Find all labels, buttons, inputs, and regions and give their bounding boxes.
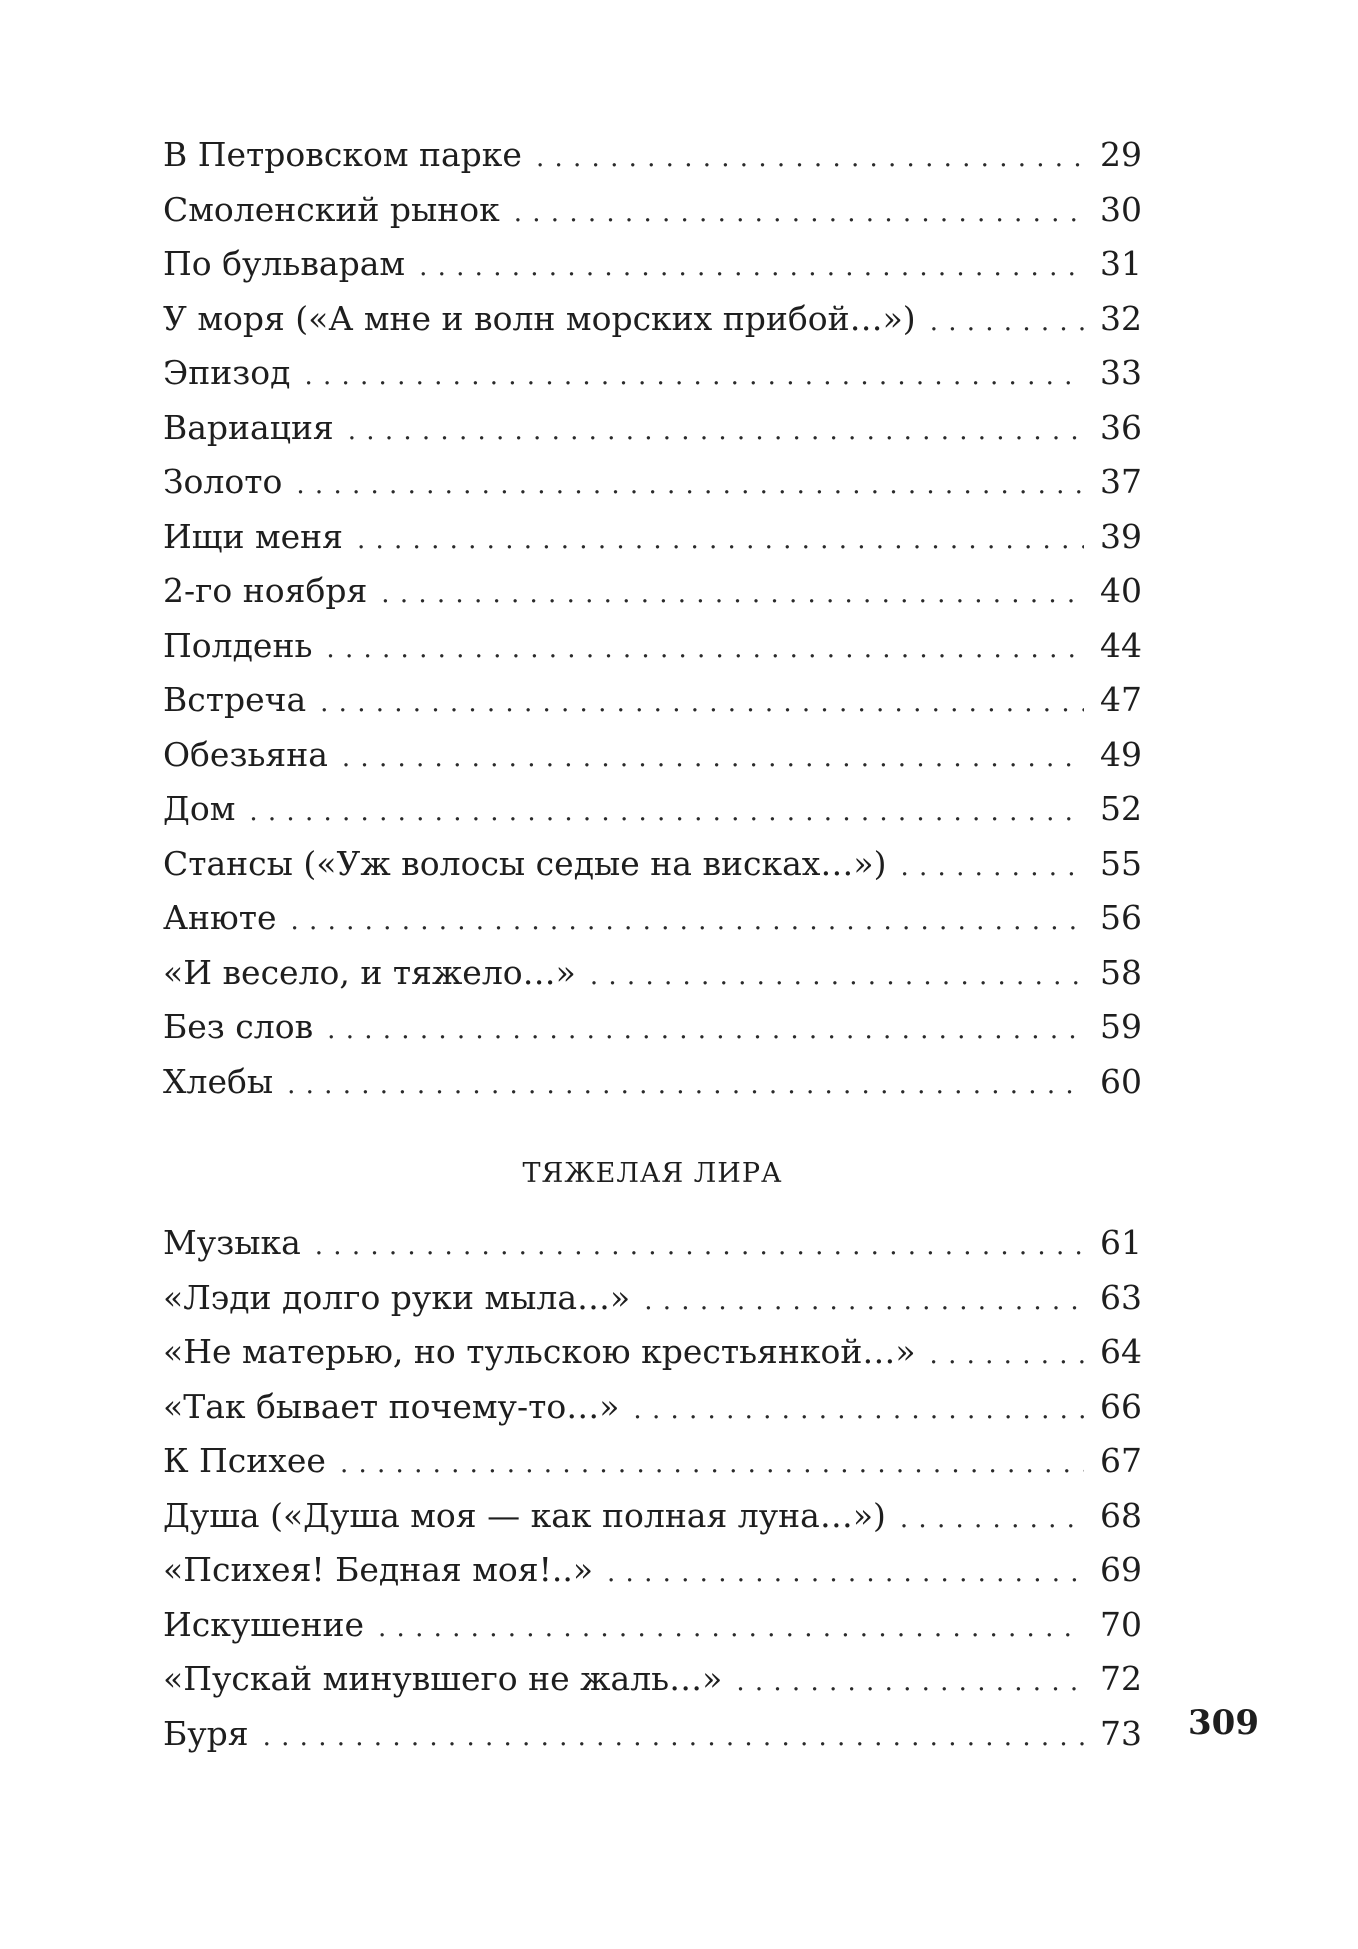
toc-entry-title: Вариация: [163, 407, 334, 447]
dot-leader: [326, 622, 1084, 677]
toc-entry-page: 37: [1100, 462, 1142, 501]
toc-entry: [163, 1055, 1142, 1110]
toc-entry-title: Музыка: [163, 1223, 301, 1262]
dot-leader: [633, 1383, 1084, 1438]
toc-entry-title: Буря: [163, 1713, 249, 1753]
toc-entry-title: «Лэди долго руки мыла…»: [163, 1277, 631, 1317]
toc-entry-title: В Петровском парке: [163, 135, 522, 174]
toc-entry: [163, 1380, 1142, 1435]
dot-leader: [736, 1655, 1084, 1710]
dot-leader: [327, 1003, 1084, 1058]
toc-entry-page: 67: [1100, 1441, 1142, 1480]
toc-entry: [163, 1543, 1142, 1598]
dot-leader: [381, 567, 1084, 622]
dot-leader: [249, 785, 1084, 840]
dot-leader: [296, 458, 1084, 513]
dot-leader: [357, 513, 1084, 568]
toc-entry-title: Анюте: [163, 898, 277, 937]
toc-entry-page: 30: [1100, 189, 1142, 229]
toc-entry-page: 56: [1100, 898, 1142, 937]
toc-entry-title: Дом: [163, 789, 236, 828]
toc-entry-title: Душа («Душа моя — как полная луна…»): [163, 1495, 886, 1535]
toc-entry: [163, 237, 1142, 292]
toc-entry: [163, 946, 1142, 1001]
toc-entry-page: 39: [1100, 516, 1142, 556]
toc-entry-page: 69: [1100, 1550, 1142, 1589]
toc-entry-page: 31: [1100, 244, 1142, 283]
toc-entry-title: По бульварам: [163, 244, 406, 283]
toc-entry-title: Полдень: [163, 625, 313, 665]
toc-entry-title: Стансы («Уж волосы седые на висках…»): [163, 843, 887, 883]
toc-entry-page: 70: [1100, 1604, 1142, 1644]
toc-entry: [163, 1000, 1142, 1055]
dot-leader: [340, 1437, 1084, 1492]
dot-leader: [291, 894, 1084, 949]
toc-entry-page: 58: [1100, 952, 1142, 992]
toc-entry-page: 72: [1100, 1659, 1142, 1698]
page-number: 309: [1188, 1703, 1259, 1743]
toc-entry: [163, 1652, 1142, 1707]
toc-entry-title: Золото: [163, 462, 283, 501]
dot-leader: [315, 1219, 1084, 1274]
toc-entry: [163, 128, 1142, 183]
toc-entry-page: 60: [1100, 1061, 1142, 1101]
dot-leader: [607, 1546, 1084, 1601]
toc-entry: [163, 1598, 1142, 1653]
toc-entry-title: «Так бывает почему-то…»: [163, 1386, 620, 1426]
toc-entry: [163, 782, 1142, 837]
dot-leader: [514, 186, 1084, 241]
toc-entry-title: Хлебы: [163, 1061, 274, 1101]
dot-leader: [930, 1328, 1084, 1383]
toc-entry-title: Искушение: [163, 1604, 365, 1644]
toc-entry: [163, 1325, 1142, 1380]
toc-entry-page: 47: [1100, 680, 1142, 719]
dot-leader: [901, 840, 1085, 895]
toc-entry: [163, 673, 1142, 728]
toc-list-part-1: [163, 128, 1142, 1109]
toc-entry-title: Эпизод: [163, 353, 291, 392]
toc-entry: [163, 1434, 1142, 1489]
toc-list-part-2: [163, 1216, 1142, 1761]
toc-entry-title: Обезьяна: [163, 734, 328, 774]
toc-entry-title: «Психея! Бедная моя!..»: [163, 1550, 594, 1589]
toc-entry: [163, 1271, 1142, 1326]
toc-entry-page: 68: [1100, 1495, 1142, 1535]
toc-entry: [163, 183, 1142, 238]
toc-entry-page: 52: [1100, 789, 1142, 828]
toc-entry-page: 40: [1100, 571, 1142, 610]
toc-entry-title: У моря («А мне и волн морских прибой…»): [163, 298, 916, 338]
toc-entry: [163, 292, 1142, 347]
toc-entry-title: 2-го ноября: [163, 571, 368, 610]
toc-entry: [163, 837, 1142, 892]
toc-entry-page: 73: [1100, 1713, 1142, 1753]
dot-leader: [644, 1274, 1084, 1329]
toc-entry-title: «И весело, и тяжело…»: [163, 952, 576, 992]
dot-leader: [348, 404, 1084, 459]
toc-entry: [163, 728, 1142, 783]
toc-entry: [163, 510, 1142, 565]
toc-entry-page: 49: [1100, 734, 1142, 774]
dot-leader: [320, 676, 1084, 731]
toc-entry-page: 29: [1100, 135, 1142, 174]
dot-leader: [378, 1601, 1084, 1656]
toc-entry: [163, 455, 1142, 510]
toc-entry: [163, 1489, 1142, 1544]
toc-entry-title: Ищи меня: [163, 516, 343, 556]
toc-entry-title: Встреча: [163, 680, 307, 719]
toc-entry-title: Смоленский рынок: [163, 189, 500, 229]
toc-entry-page: 55: [1100, 843, 1142, 883]
dot-leader: [536, 131, 1084, 186]
dot-leader: [900, 1492, 1084, 1547]
toc-entry-title: «Не матерью, но тульскою крестьянкой…»: [163, 1332, 916, 1371]
toc-entry: [163, 346, 1142, 401]
dot-leader: [419, 240, 1084, 295]
toc-entry: [163, 564, 1142, 619]
toc-entry: [163, 401, 1142, 456]
dot-leader: [287, 1058, 1084, 1113]
dot-leader: [342, 731, 1084, 786]
toc-entry: [163, 1216, 1142, 1271]
toc-entry-page: 32: [1100, 298, 1142, 338]
toc-entry-title: «Пускай минувшего не жаль…»: [163, 1659, 723, 1698]
toc-entry-page: 59: [1100, 1007, 1142, 1046]
dot-leader: [590, 949, 1084, 1004]
dot-leader: [930, 295, 1084, 350]
dot-leader: [263, 1710, 1084, 1765]
toc-entry-page: 36: [1100, 407, 1142, 447]
toc-entry: [163, 619, 1142, 674]
toc-entry-page: 63: [1100, 1277, 1142, 1317]
toc-entry-page: 61: [1100, 1223, 1142, 1262]
toc-entry-page: 44: [1100, 625, 1142, 665]
toc-entry-page: 66: [1100, 1386, 1142, 1426]
toc-entry-title: К Психее: [163, 1441, 326, 1480]
section-heading: ТЯЖЕЛАЯ ЛИРА: [522, 1158, 783, 1189]
toc-entry-title: Без слов: [163, 1007, 314, 1046]
toc-entry: [163, 891, 1142, 946]
toc-entry-page: 64: [1100, 1332, 1142, 1371]
toc-entry-page: 33: [1100, 353, 1142, 392]
toc-entry: [163, 1707, 1142, 1762]
dot-leader: [304, 349, 1084, 404]
